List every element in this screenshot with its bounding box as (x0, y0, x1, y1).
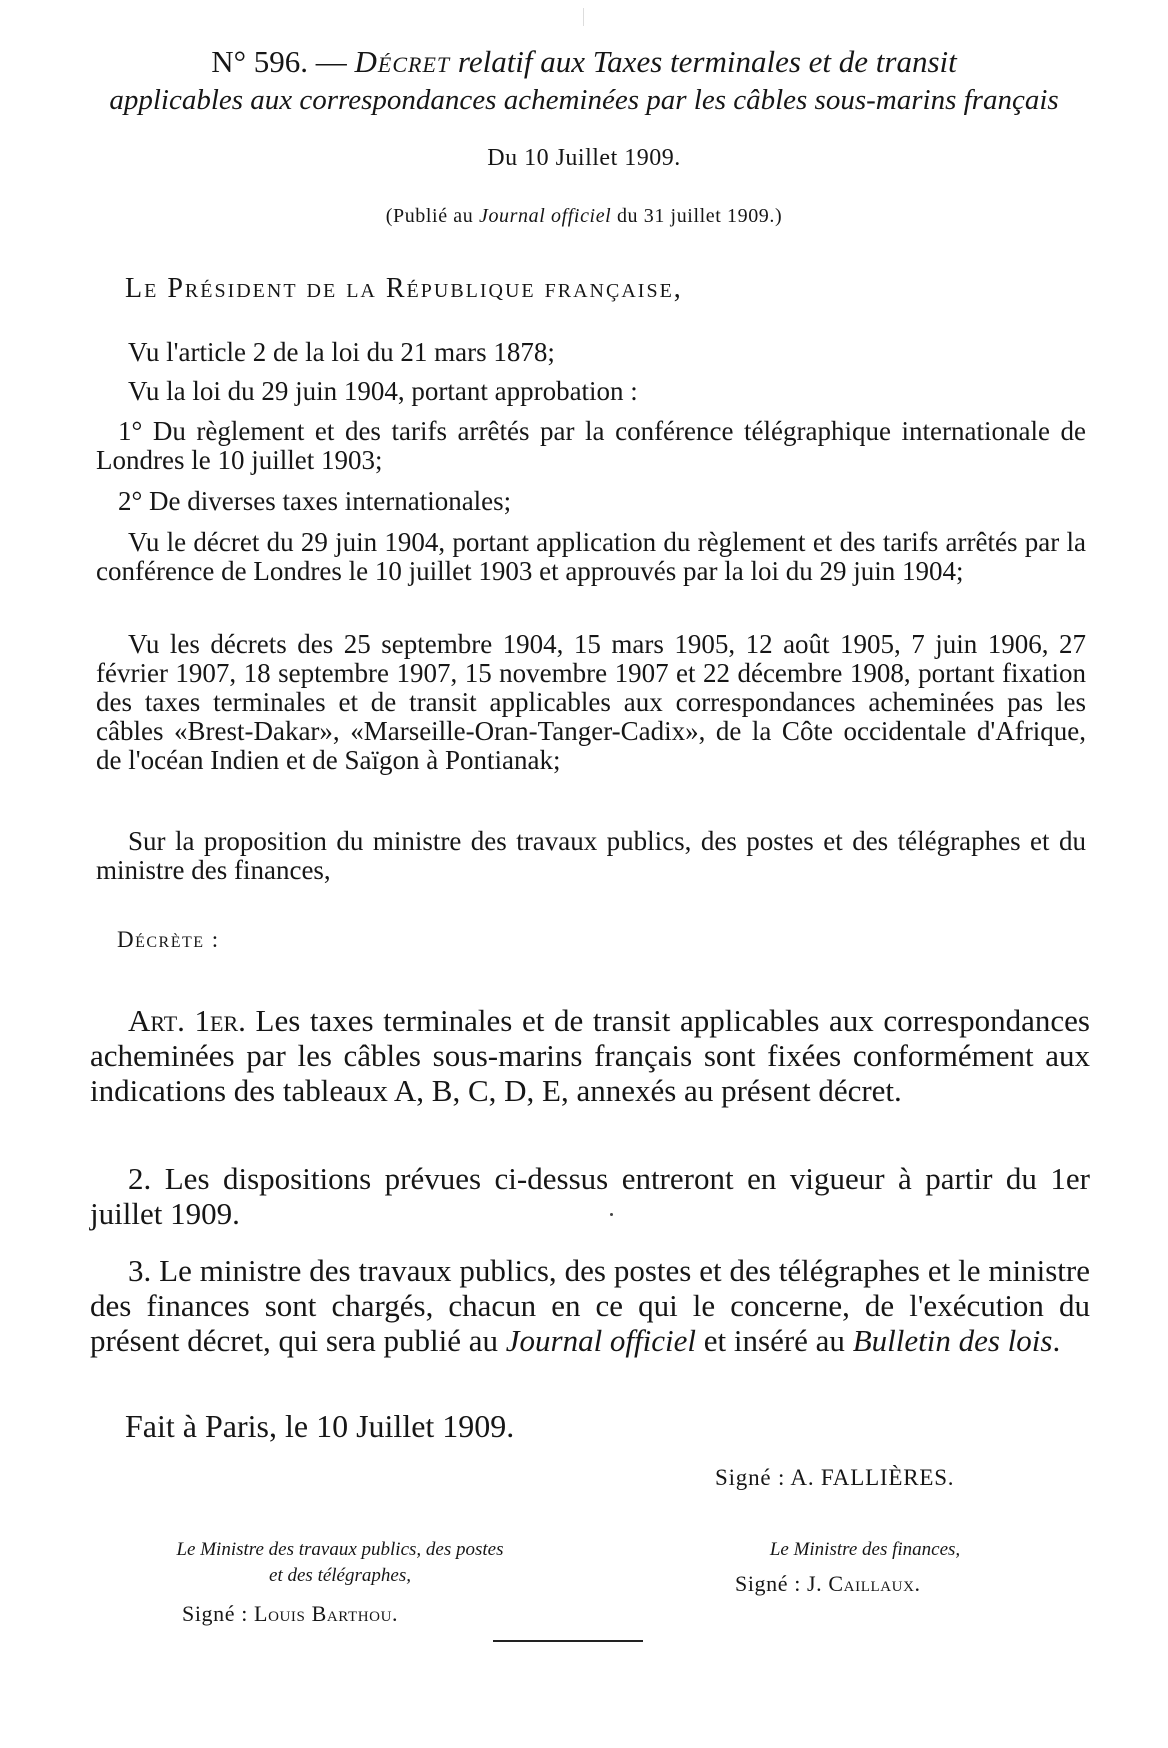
decree-title-rest: relatif aux Taxes terminales et de transit (450, 44, 957, 79)
visa-1: Vu l'article 2 de la loi du 21 mars 1878; (128, 337, 555, 367)
visa-4: 2° De diverses taxes internationales; (118, 486, 512, 516)
article-2: 2. Les dispositions prévues ci-dessus entreront en vigueur à partir du 1er juillet 1909. (90, 1161, 1090, 1231)
decree-word: Décret (354, 44, 451, 79)
article-3: 3. Le ministre des travaux publics, des postes et des télégraphes et le ministre des finances sont chargés, chacun en ce qui le concerne, de l'exécution du présent décret, qui sera publié au Journal officiel et inséré au Bulletin des lois. (90, 1253, 1090, 1358)
decree-number: N° 596. — (211, 44, 355, 79)
place-date-signature: Fait à Paris, le 10 Juillet 1909. (125, 1408, 515, 1444)
decrete-heading: Décrète : (117, 927, 220, 952)
minister-finances: Le Ministre des finances, (769, 1539, 961, 1560)
minister-travaux-publics: Le Ministre des travaux publics, des postes et des télégraphes, (176, 1539, 504, 1586)
visa-5: Vu le décret du 29 juin 1904, portant application du règlement et des tarifs arrêtés par la conférence de Londres le 10 juillet 1903 et approuvés par la loi du 29 juin 1904; (96, 527, 1086, 586)
bulletin-des-lois-ref: Bulletin des lois (852, 1323, 1053, 1358)
article-1 (90, 1003, 1090, 1108)
publication-note: (Publié au Journal officiel du 31 juillet 1909.) (385, 205, 783, 227)
minister-finances-signature: Signé : J. Caillaux. (735, 1571, 921, 1596)
visa-7: Sur la proposition du ministre des travaux publics, des postes et des télégraphes et du ministre des finances, (96, 826, 1086, 885)
ink-speck (610, 1213, 613, 1216)
decree-title-line-1 (80, 43, 1088, 81)
president-heading: Le Président de la République française, (125, 273, 683, 304)
scan-mark (583, 8, 584, 26)
closing-rule (493, 1640, 643, 1642)
minister-travaux-publics-signature: Signé : Louis Barthou. (182, 1601, 399, 1626)
decree-title-line-2: applicables aux correspondances acheminées par les câbles sous-marins français (109, 84, 1059, 116)
president-signature: Signé : A. FALLIÈRES. (715, 1465, 955, 1490)
article-1-text: Les taxes terminales et de transit applicables aux correspondances acheminées par les câbles sous-marins français sont fixées conformément aux indications des tableaux A, B, C, D, E, annexés au présent décret. (90, 1003, 1090, 1108)
article-1-label: Art. 1er. (128, 1003, 246, 1038)
decree-date: Du 10 Juillet 1909. (487, 145, 681, 171)
visa-2: Vu la loi du 29 juin 1904, portant approbation : (128, 376, 638, 406)
visa-6: Vu les décrets des 25 septembre 1904, 15 mars 1905, 12 août 1905, 7 juin 1906, 27 février 1907, 18 septembre 1907, 15 novembre 1907 et 22 décembre 1908, portant fixation des taxes terminales et de transit applicables aux correspondances acheminées pas les câbles «Brest-Dakar», «Marseille-Oran-Tanger-Cadix», de la Côte occidentale d'Afrique, de l'océan Indien et de Saïgon à Pontianak; (96, 629, 1086, 775)
journal-officiel-ref: Journal officiel (505, 1323, 697, 1358)
visa-3: 1° Du règlement et des tarifs arrêtés par la conférence télégraphique internationale de Londres le 10 juillet 1903; (96, 416, 1086, 475)
journal-officiel-ref: Journal officiel (478, 205, 612, 227)
